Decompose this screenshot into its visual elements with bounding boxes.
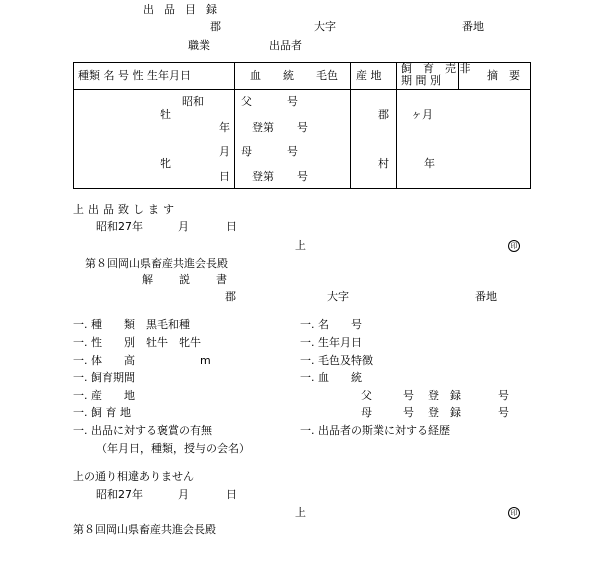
no-discrepancy-statement: 上の通り相違ありません	[73, 470, 194, 483]
exhibitor-label: 出品者	[269, 39, 302, 52]
page-title: 出品目録	[143, 3, 227, 16]
explanation-gun-label: 郡	[225, 290, 236, 303]
cell-showa: 昭和	[182, 95, 204, 108]
right-item-career: 一. 出品者の斯業に対する経歴	[300, 424, 450, 437]
header-gun-label: 郡	[210, 20, 221, 33]
cell-father-number: 号	[287, 95, 298, 108]
pedigree-mother: 母	[361, 406, 372, 419]
section2-month: 月	[178, 488, 189, 501]
explanation-title: 解説書	[142, 273, 253, 286]
cell-father-registration-number: 号	[297, 121, 308, 134]
pedigree-mother-number: 号	[403, 406, 414, 419]
section1-recipient: 第８回岡山県畜産共進会長殿	[85, 257, 228, 270]
right-item-color-features: 一. 毛色及特徴	[300, 354, 373, 367]
left-item-rearing-period: 一. 飼育期間	[73, 371, 135, 384]
pedigree-father-registration: 登 録	[428, 389, 461, 402]
cell-mother-number: 号	[287, 145, 298, 158]
cell-mother-registration: 登第	[252, 170, 274, 183]
cell-years: 年	[424, 157, 435, 170]
left-item-height: 一. 体 高	[73, 354, 135, 367]
table-header-divider	[73, 89, 531, 90]
table-header-rearing-sale-top: 飼 育 売 非	[401, 62, 471, 75]
right-item-name: 一. 名 号	[300, 318, 362, 331]
cell-day: 日	[219, 170, 230, 183]
table-header-origin: 産 地	[356, 69, 382, 82]
table-column-divider	[396, 62, 397, 189]
section2-ue: 上	[295, 506, 306, 519]
cell-mura: 村	[378, 157, 389, 170]
explanation-oaza-label: 大字	[327, 290, 349, 303]
right-item-birthdate: 一. 生年月日	[300, 336, 362, 349]
cell-father: 父	[241, 95, 252, 108]
cell-female: 牝	[160, 157, 171, 170]
table-header-pedigree-color: 血 統 毛色	[250, 69, 338, 82]
header-banchi-label: 番地	[462, 20, 484, 33]
cell-male: 牡	[160, 108, 171, 121]
pedigree-father-registration-number: 号	[498, 389, 509, 402]
header-oaza-label: 大字	[314, 20, 336, 33]
award-note: （年月日，種類，授与の会名）	[96, 442, 250, 455]
section1-date-era: 昭和27年	[96, 220, 143, 233]
pedigree-father: 父	[361, 389, 372, 402]
exhibit-statement: 上出品致します	[73, 203, 178, 216]
seal-icon: 印	[508, 240, 520, 252]
section1-ue: 上	[295, 239, 306, 252]
table-column-divider	[350, 62, 351, 189]
pedigree-mother-registration: 登 録	[428, 406, 461, 419]
cell-mother: 母	[241, 145, 252, 158]
cell-gun: 郡	[378, 108, 389, 121]
cell-year: 年	[219, 121, 230, 134]
cell-months: ヶ月	[411, 108, 433, 121]
table-header-type-name-sex-birthdate: 種類 名 号 性 生年月日	[78, 69, 191, 82]
cell-father-registration: 登第	[252, 121, 274, 134]
left-item-type: 一. 種 類 黒毛和種	[73, 318, 190, 331]
occupation-label: 職業	[188, 39, 210, 52]
table-header-remarks: 摘 要	[487, 69, 520, 82]
explanation-banchi-label: 番地	[475, 290, 497, 303]
cell-mother-registration-number: 号	[297, 170, 308, 183]
cell-month: 月	[219, 145, 230, 158]
left-item-origin: 一. 産 地	[73, 389, 135, 402]
height-unit: m	[200, 354, 211, 367]
table-column-divider	[234, 62, 235, 189]
section1-day: 日	[226, 220, 237, 233]
right-item-pedigree: 一. 血 統	[300, 371, 362, 384]
table-header-rearing-sale-bottom: 期 間 別	[401, 74, 441, 87]
pedigree-mother-registration-number: 号	[498, 406, 509, 419]
seal-icon: 印	[508, 507, 520, 519]
section1-month: 月	[178, 220, 189, 233]
left-item-awards: 一. 出品に対する褒賞の有無	[73, 424, 212, 437]
section2-date-era: 昭和27年	[96, 488, 143, 501]
section2-day: 日	[226, 488, 237, 501]
section2-recipient: 第８回岡山県畜産共進会長殿	[73, 523, 216, 536]
left-item-sex: 一. 性 別 牡牛 牝牛	[73, 336, 201, 349]
pedigree-father-number: 号	[403, 389, 414, 402]
left-item-rearing-place: 一. 飼 育 地	[73, 406, 131, 419]
